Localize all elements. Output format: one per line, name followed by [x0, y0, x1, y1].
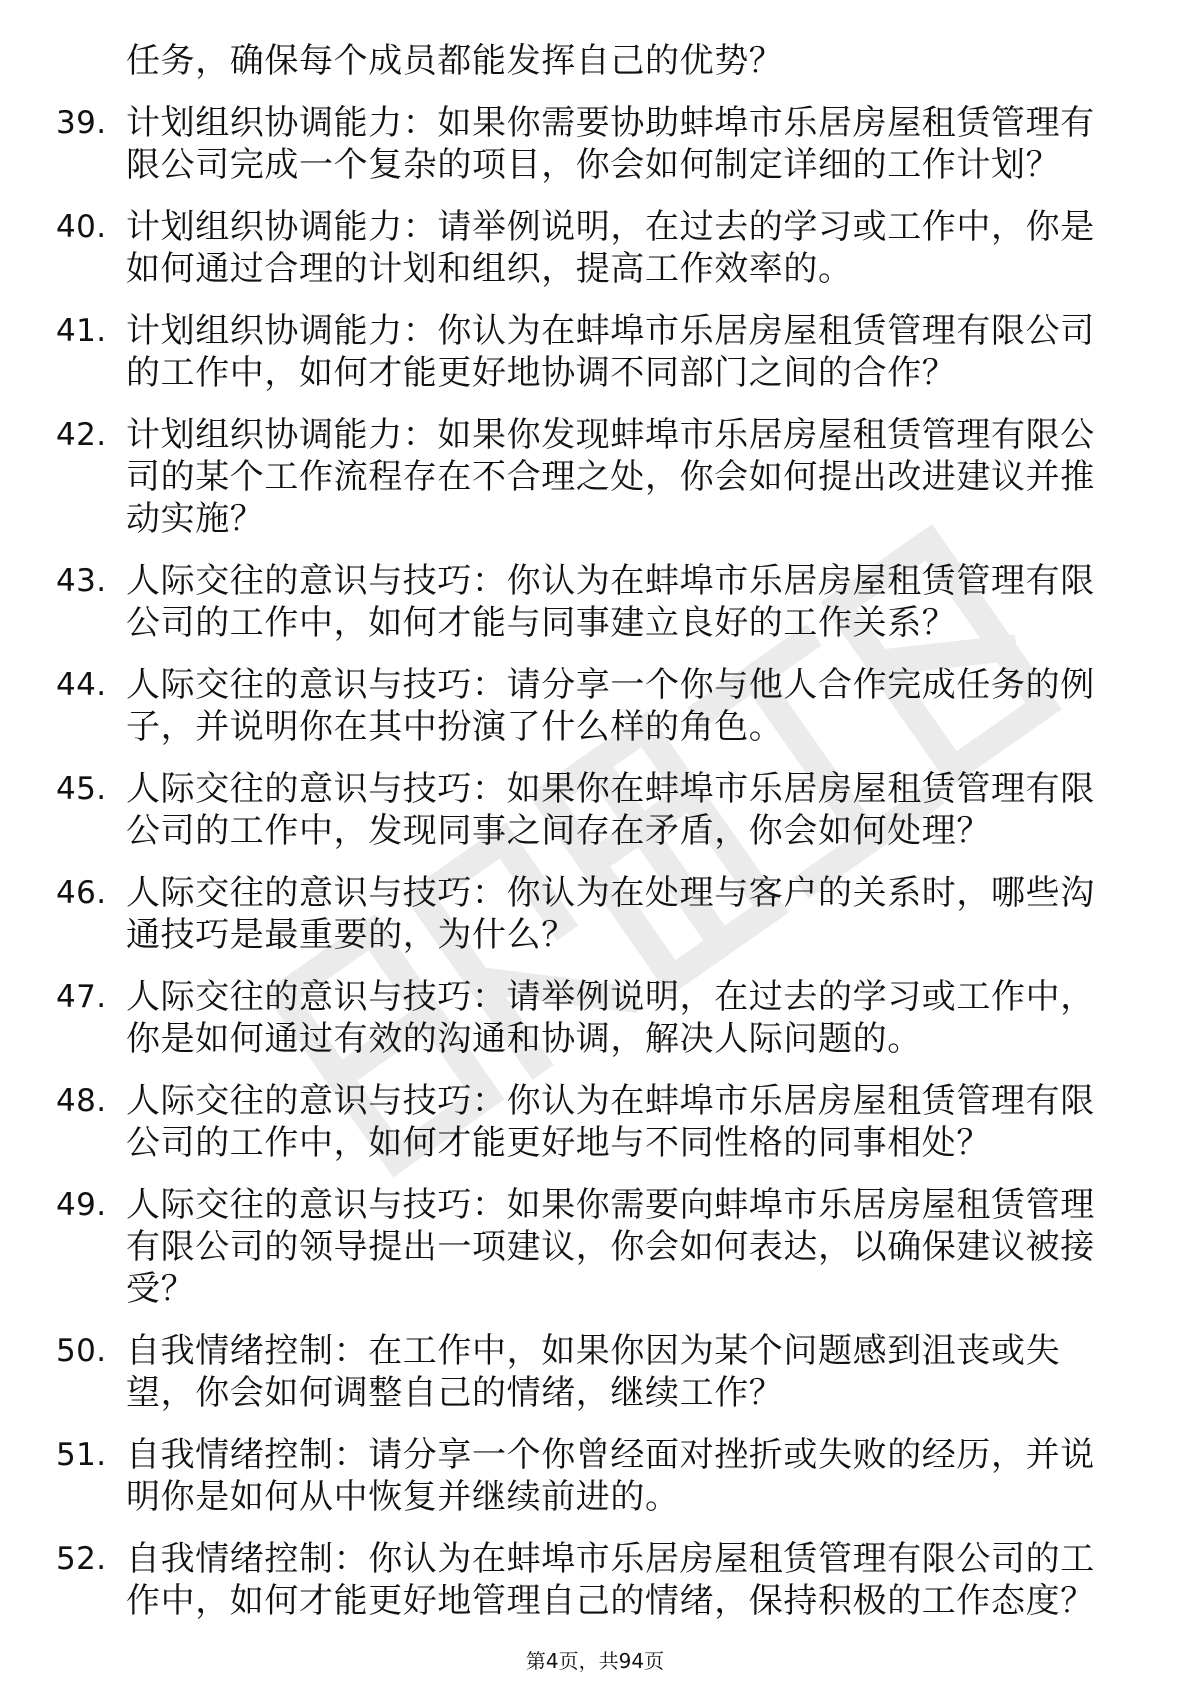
list-item — [56, 872, 1106, 956]
item-number: 39. — [56, 105, 107, 141]
continuation-line: 任务，确保每个成员都能发挥自己的优势？ — [126, 41, 784, 81]
item-text — [126, 872, 1106, 956]
item-text — [126, 102, 1106, 186]
item-line: 公司的工作中，如何才能与同事建立良好的工作关系？ — [126, 603, 957, 643]
item-line: 公司的工作中，发现同事之间存在矛盾，你会如何处理？ — [126, 811, 991, 851]
item-line: 作中，如何才能更好地管理自己的情绪，保持积极的工作态度？ — [126, 1581, 1095, 1621]
item-line: 计划组织协调能力：你认为在蚌埠市乐居房屋租赁管理有限公司 — [126, 311, 1095, 351]
item-number: 42. — [56, 417, 107, 453]
item-line: 计划组织协调能力：请举例说明，在过去的学习或工作中，你是 — [126, 207, 1095, 247]
item-number: 47. — [56, 979, 107, 1015]
item-line: 人际交往的意识与技巧：请举例说明，在过去的学习或工作中， — [126, 977, 1095, 1017]
list-item — [56, 102, 1106, 186]
item-line: 如何通过合理的计划和组织，提高工作效率的。 — [126, 249, 853, 289]
page-number-label: 第4页，共94页 — [525, 1649, 665, 1673]
item-line: 限公司完成一个复杂的项目，你会如何制定详细的工作计划？ — [126, 145, 1061, 185]
item-text — [126, 310, 1106, 394]
list-item — [56, 768, 1106, 852]
list-item — [56, 310, 1106, 394]
list-item — [56, 976, 1106, 1060]
item-line: 受？ — [126, 1269, 196, 1309]
item-text — [126, 1080, 1106, 1164]
item-line: 有限公司的领导提出一项建议，你会如何表达，以确保建议被接 — [126, 1227, 1095, 1267]
item-text — [126, 976, 1106, 1060]
item-line: 你是如何通过有效的沟通和协调，解决人际问题的。 — [126, 1019, 922, 1059]
item-line: 司的某个工作流程存在不合理之处，你会如何提出改进建议并推 — [126, 457, 1095, 497]
item-number: 48. — [56, 1083, 107, 1119]
item-text — [126, 414, 1106, 540]
item-number: 52. — [56, 1541, 107, 1577]
item-line: 明你是如何从中恢复并继续前进的。 — [126, 1477, 680, 1517]
document-body — [56, 40, 1106, 1642]
item-number: 41. — [56, 313, 107, 349]
item-text — [126, 1434, 1106, 1518]
item-text — [126, 1330, 1106, 1414]
item-number: 43. — [56, 563, 107, 599]
item-line: 的工作中，如何才能更好地协调不同部门之间的合作？ — [126, 353, 957, 393]
item-line: 自我情绪控制：你认为在蚌埠市乐居房屋租赁管理有限公司的工 — [126, 1539, 1095, 1579]
item-text — [126, 206, 1106, 290]
list-item — [56, 1538, 1106, 1622]
list-item — [56, 1434, 1106, 1518]
item-line: 自我情绪控制：请分享一个你曾经面对挫折或失败的经历，并说 — [126, 1435, 1095, 1475]
item-line: 公司的工作中，如何才能更好地与不同性格的同事相处？ — [126, 1123, 991, 1163]
list-item — [56, 664, 1106, 748]
list-item — [56, 1184, 1106, 1310]
list-item — [56, 1080, 1106, 1164]
item-number: 45. — [56, 771, 107, 807]
item-line: 人际交往的意识与技巧：请分享一个你与他人合作完成任务的例 — [126, 665, 1095, 705]
list-item — [56, 414, 1106, 540]
item-number: 50. — [56, 1333, 107, 1369]
item-number: 46. — [56, 875, 107, 911]
list-item — [56, 1330, 1106, 1414]
item-line: 自我情绪控制：在工作中，如果你因为某个问题感到沮丧或失 — [126, 1331, 1061, 1371]
item-line: 计划组织协调能力：如果你需要协助蚌埠市乐居房屋租赁管理有 — [126, 103, 1095, 143]
item-line: 人际交往的意识与技巧：你认为在处理与客户的关系时，哪些沟 — [126, 873, 1095, 913]
item-line: 望，你会如何调整自己的情绪，继续工作？ — [126, 1373, 784, 1413]
item-text — [126, 664, 1106, 748]
item-line: 人际交往的意识与技巧：如果你需要向蚌埠市乐居房屋租赁管理 — [126, 1185, 1095, 1225]
item-line: 计划组织协调能力：如果你发现蚌埠市乐居房屋租赁管理有限公 — [126, 415, 1095, 455]
item-text — [126, 1538, 1106, 1622]
item-text — [126, 768, 1106, 852]
item-text — [126, 1184, 1106, 1310]
list-item — [56, 560, 1106, 644]
item-number: 44. — [56, 667, 107, 703]
item-number: 40. — [56, 209, 107, 245]
item-number: 49. — [56, 1187, 107, 1223]
item-line: 人际交往的意识与技巧：你认为在蚌埠市乐居房屋租赁管理有限 — [126, 1081, 1095, 1121]
page-footer — [0, 1648, 1190, 1674]
item-line: 通技巧是最重要的，为什么？ — [126, 915, 576, 955]
item-number: 51. — [56, 1437, 107, 1473]
item-text — [126, 560, 1106, 644]
item-line: 子，并说明你在其中扮演了什么样的角色。 — [126, 707, 784, 747]
item-line: 动实施？ — [126, 499, 265, 539]
item-line: 人际交往的意识与技巧：如果你在蚌埠市乐居房屋租赁管理有限 — [126, 769, 1095, 809]
item-line: 人际交往的意识与技巧：你认为在蚌埠市乐居房屋租赁管理有限 — [126, 561, 1095, 601]
list-item — [56, 206, 1106, 290]
